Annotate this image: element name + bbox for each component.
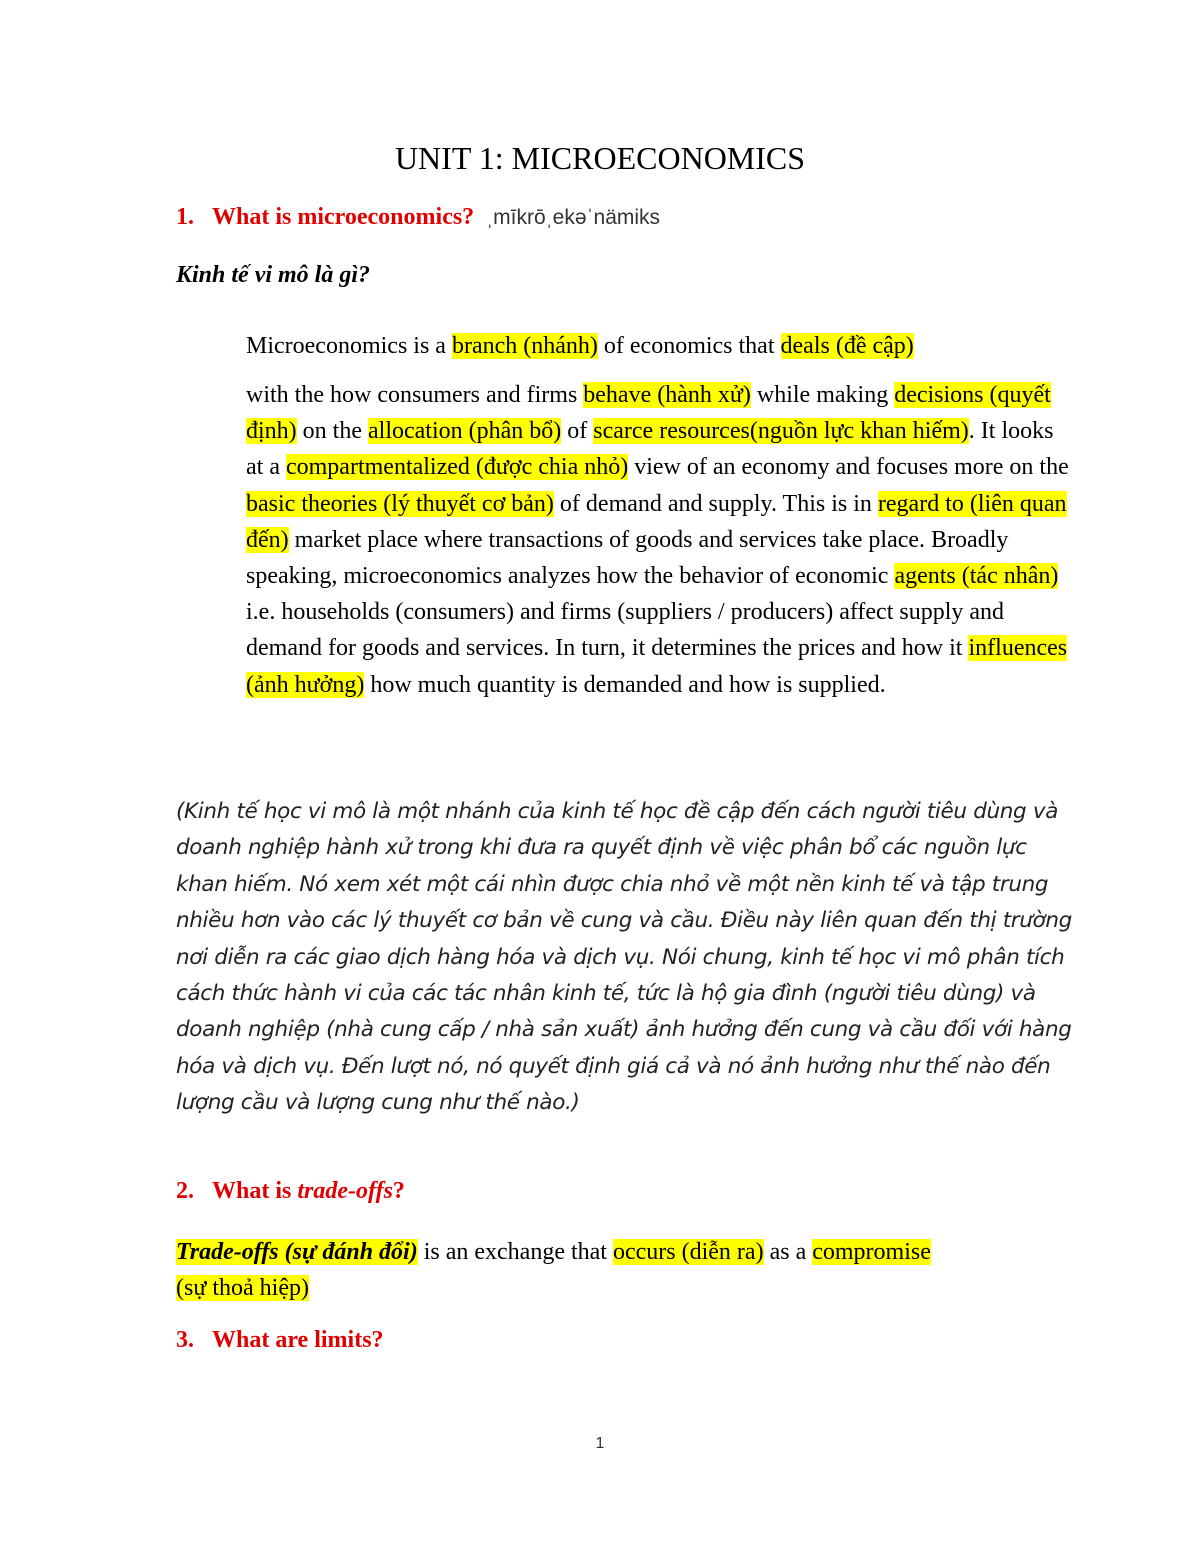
text-segment: as a	[763, 1239, 813, 1265]
highlight-compromise: compromise	[812, 1239, 931, 1265]
highlight-agents: agents (tác nhân)	[894, 563, 1059, 590]
question-2-term: trade-offs	[297, 1178, 393, 1204]
question-2-suffix: ?	[392, 1178, 405, 1204]
question-3	[176, 1327, 384, 1354]
highlight-deals: deals (đề cập)	[780, 333, 914, 359]
question-2-prefix: What is	[212, 1178, 298, 1204]
text-segment: market place where transactions of goods and services take place. Broadly speaking, microeconomics analyzes how the behavior of economic	[246, 526, 1009, 590]
question-2	[176, 1178, 405, 1205]
pronunciation-text: ˌmīkrōˌekəˈnämiks	[486, 206, 661, 229]
text-segment: of demand and supply. This is in	[553, 490, 878, 517]
highlight-allocation: allocation (phân bổ)	[368, 418, 562, 445]
highlight-decisions: decisions (quyết định)	[246, 382, 1051, 445]
highlight-basic-theories: basic theories (lý thuyết cơ bản)	[246, 490, 554, 517]
page-title: UNIT 1: MICROECONOMICS	[394, 140, 806, 176]
trade-offs-definition	[176, 1234, 1076, 1306]
highlight-scarce-resources: scarce resources(nguồn lực khan hiếm)	[593, 418, 969, 445]
highlight-occurs: occurs (diễn ra)	[612, 1239, 764, 1265]
text-segment: on the	[296, 418, 368, 445]
text-segment: with the how consumers and firms	[246, 382, 584, 408]
text-segment: . It looks at a	[246, 418, 1054, 481]
highlight-behave: behave (hành xử)	[583, 382, 751, 408]
text-segment: while making	[750, 382, 895, 408]
question-2-number: 2.	[176, 1178, 194, 1204]
paragraph-first-line	[246, 331, 1076, 377]
question-1-number: 1.	[176, 204, 194, 230]
text-segment: how much quantity is demanded and how is supplied.	[364, 671, 886, 698]
highlight-compartmentalized: compartmentalized (được chia nhỏ)	[285, 454, 629, 481]
question-1	[176, 204, 660, 231]
text-segment: of	[561, 418, 594, 445]
text-segment: view of an economy and focuses more on the	[628, 454, 1069, 481]
paragraph-body	[246, 377, 1076, 703]
page-number: 1	[595, 1435, 605, 1452]
vietnamese-translation-paragraph: (Kinh tế học vi mô là một nhánh của kinh tế học đề cập đến cách người tiêu dùng và doanh nghiệp hành xử trong khi đưa ra quyết định về việc phân bổ các nguồn lực khan hiếm. Nó xem xét một cái nhìn được chia nhỏ về một nền kinh tế và tập trung nhiều hơn vào các lý thuyết cơ bản về cung và cầu. Điều này liên quan đến thị trường nơi diễn ra các giao dịch hàng hóa và dịch vụ. Nói chung, kinh tế học vi mô phân tích cách thức hành vi của các tác nhân kinh tế, tức là hộ gia đình (người tiêu dùng) và doanh nghiệp (nhà cung cấp / nhà sản xuất) ảnh hưởng đến cung và cầu đối với hàng hóa và dịch vụ. Đến lượt nó, nó quyết định giá cả và nó ảnh hưởng như thế nào đến lượng cầu và lượng cung như thế nào.)	[176, 799, 1072, 1116]
highlight-regard-to: regard to (liên quan đến)	[246, 490, 1067, 553]
highlight-influences: influences (ảnh hưởng)	[246, 635, 1068, 698]
text-segment: of economics that	[597, 333, 781, 359]
english-paragraph	[246, 331, 1076, 703]
question-3-text: What are limits?	[212, 1327, 384, 1353]
highlight-su-thoa-hiep: (sự thoả hiệp)	[176, 1275, 309, 1301]
text-segment: i.e. households (consumers) and firms (suppliers / producers) affect supply and demand for goods and services. In turn, it determines the prices and how it	[246, 599, 1005, 662]
text-segment: Microeconomics is a	[246, 333, 452, 359]
question-3-number: 3.	[176, 1327, 194, 1353]
highlight-trade-offs-term: Trade-offs (sự đánh đổi)	[176, 1239, 418, 1265]
vietnamese-question-heading: Kinh tế vi mô là gì?	[176, 262, 371, 288]
question-1-text: What is microeconomics?	[212, 204, 475, 230]
highlight-branch: branch (nhánh)	[451, 333, 598, 359]
text-segment: is an exchange that	[417, 1239, 613, 1265]
